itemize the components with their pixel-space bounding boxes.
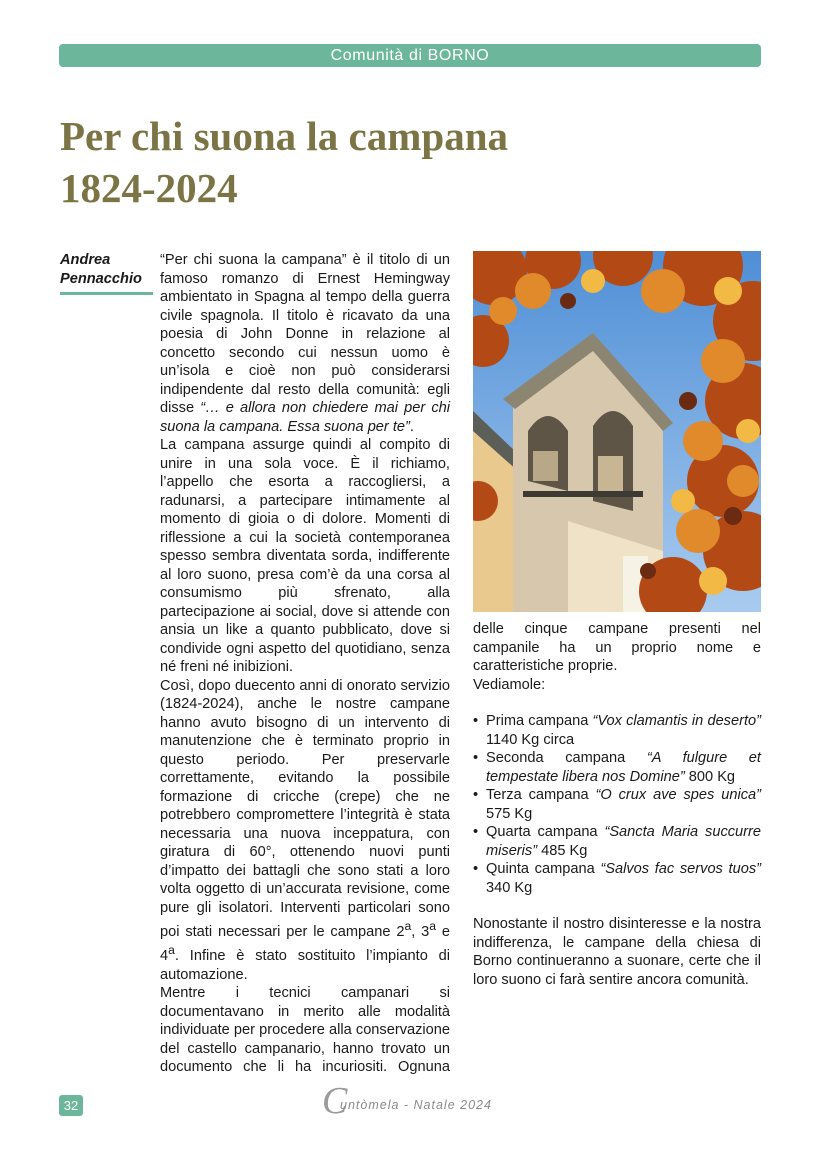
bell-tower-photo <box>473 251 761 612</box>
page-number: 32 <box>59 1095 83 1116</box>
article-title <box>60 110 760 214</box>
magazine-footer <box>322 1080 522 1122</box>
article-title-line-1: Per chi suona la campana <box>60 113 508 159</box>
ordinal-sup: a <box>429 919 437 933</box>
bell-prefix: Seconda campana <box>486 750 647 766</box>
paragraph-maintenance <box>160 677 450 985</box>
bullet: • <box>473 713 479 729</box>
maintenance-end: . Infine è stato sostituito l’impianto di automazione. <box>160 948 450 983</box>
bullet: • <box>473 861 479 877</box>
bell-name: “A fulgure et tempestate libera nos Domine” <box>486 750 761 785</box>
bell-weight: 340 Kg <box>486 879 533 896</box>
magazine-issue: untòmela - Natale 2024 <box>340 1098 492 1112</box>
intro-text: “Per chi suona la campana” è il titolo di un famoso romanzo di Ernest Hemingway ambientato in Spagna al tempo della guerra civile spagnola. Il titolo è ricavato da una poesia di John Donne in relazione al concetto secondo cui nessun uomo è un’isola e cioè non può considerarsi indipendente dal resto della comunità: egli disse <box>160 252 450 416</box>
text-column-right <box>473 620 761 989</box>
bell-item <box>473 823 761 860</box>
paragraph-document: Mentre i tecnici campanari si documentavano in merito alle modalità individuate per procedere alla conservazione del castello campanario, hanno trovato un documento che li ha incuriositi. Ognuna <box>160 985 450 1076</box>
bell-item <box>473 712 761 749</box>
ordinal-sup: a <box>168 943 175 958</box>
ordinal-sup: a <box>404 919 412 933</box>
bullet: • <box>473 750 479 766</box>
bell-weight: 800 Kg <box>684 768 736 785</box>
author-underline <box>60 292 153 295</box>
paragraph-vediamole: Vediamole: <box>473 676 546 693</box>
paragraph-intro <box>160 251 450 436</box>
bell-item <box>473 786 761 823</box>
bell-name: “Vox clamantis in deserto” <box>592 713 761 729</box>
bell-name: “O crux ave spes unica” <box>595 787 761 803</box>
bell-item <box>473 860 761 897</box>
article-title-line-2: 1824-2024 <box>60 165 238 211</box>
author-last-name: Pennacchio <box>60 270 142 287</box>
bell-prefix: Terza campana <box>486 787 596 803</box>
bell-weight: 485 Kg <box>537 842 588 859</box>
bullet: • <box>473 787 479 803</box>
paragraph-call: La campana assurge quindi al compito di unire in una sola voce. È il richiamo, l’appello che esorta a raccogliersi, a radunarsi, a partecipare intimamente al momento di gioia o di dolore. Momenti di riflessione a cui la società contemporanea spesso sembra diventata sorda, indifferente al loro suono, presa com’è da una corsa al consumismo più sfrenato, alla partecipazione ai social, dove si attende con ansia un like a quanto pubblicato, dove si condivide ogni aspetto del quotidiano, senza né freni né inibizioni. <box>160 437 450 675</box>
bell-name: “Sancta Maria succurre miseris” <box>486 824 761 859</box>
intro-end: . <box>409 418 414 435</box>
author-byline <box>60 251 155 288</box>
maintenance-sep: , 3 <box>411 923 430 940</box>
section-title: Comunità di BORNO <box>330 47 490 64</box>
text-column-left <box>160 251 450 1077</box>
bell-item <box>473 749 761 786</box>
paragraph-conclusion: Nonostante il nostro disinteresse e la nostra indifferenza, le campane della chiesa di Borno continueranno a suonare, certe che il loro suono ci farà sentire ancora comunità. <box>473 916 761 988</box>
magazine-initial: C <box>322 1080 348 1122</box>
bell-prefix: Prima campana <box>486 713 593 729</box>
maintenance-sep: e 4 <box>160 923 450 965</box>
maintenance-text: Così, dopo duecento anni di onorato servizio (1824-2024), anche le nostre campane hanno avuto bisogno di un intervento di manutenzione che è terminato proprio in questo periodo. Per preservarle correttamente, evitando la possibile formazione di cricche (crepe) che ne potrebbero compromettere l’integrità è stata necessaria una nuova inceppatura, con giratura di 60°, ottenendo nuovi punti d’impatto dei battagli che sono stati a loro volta oggetto di un’accurata revisione, come pure gli isolatori. Interventi particolari sono poi stati necessari per le campane 2 <box>160 677 450 940</box>
author-first-name: Andrea <box>60 252 111 268</box>
bells-list <box>473 712 761 897</box>
bell-name: “Salvos fac servos tuos” <box>600 861 761 877</box>
section-banner <box>59 44 761 67</box>
bell-weight: 1140 Kg circa <box>486 731 575 748</box>
bell-prefix: Quarta campana <box>486 824 605 840</box>
bell-prefix: Quinta campana <box>486 861 601 877</box>
paragraph-document-continued: delle cinque campane presenti nel campanile ha un proprio nome e caratteristiche proprie. <box>473 621 761 674</box>
donne-quote: “… e allora non chiedere mai per chi suona la campana. Essa suona per te” <box>160 400 450 435</box>
bullet: • <box>473 824 479 840</box>
bell-weight: 575 Kg <box>486 805 533 822</box>
